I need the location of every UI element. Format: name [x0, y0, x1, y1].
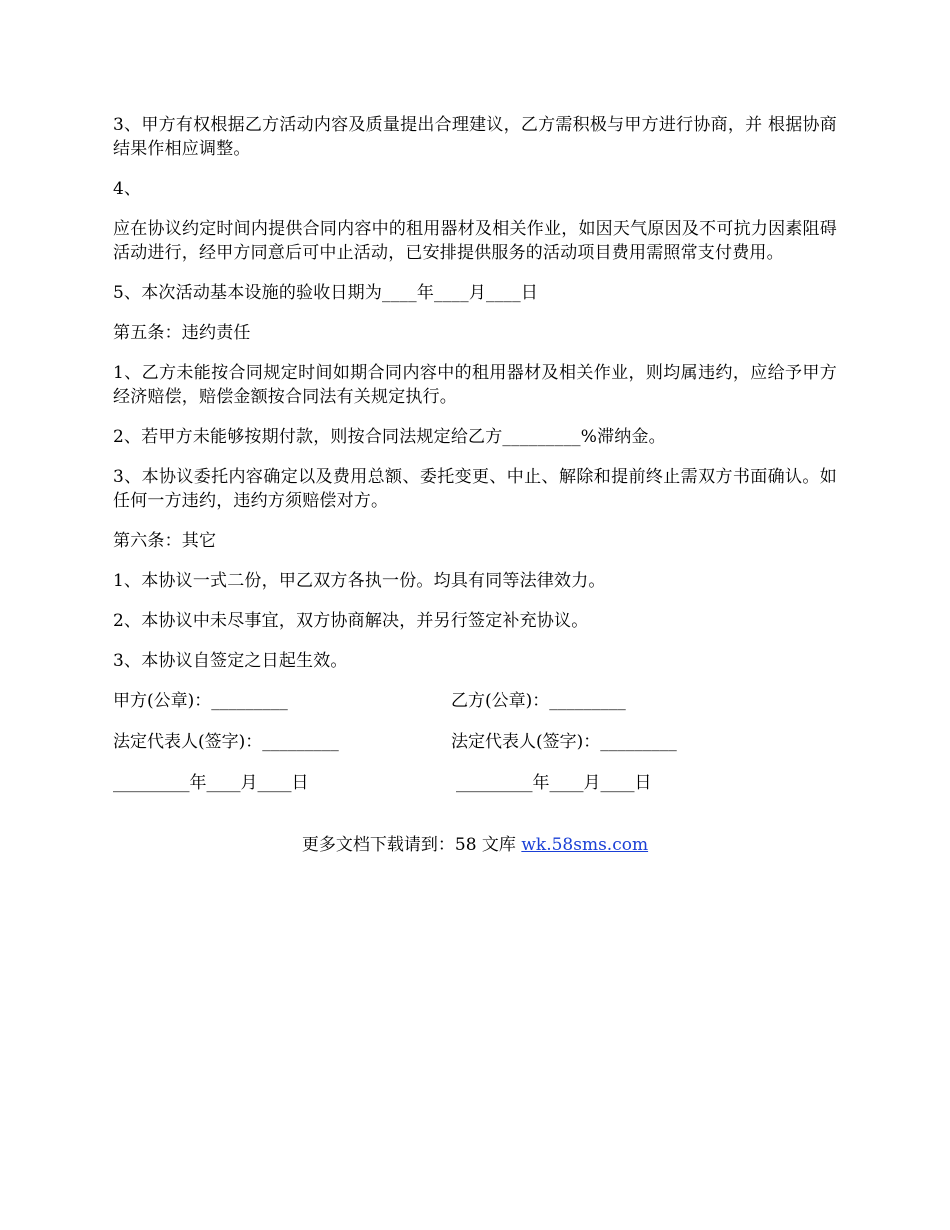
document-page [113, 113, 837, 812]
download-footer [0, 833, 950, 857]
breach-clause-2: 2、若甲方未能够按期付款，则按合同法规定给乙方_________%滞纳金。 [113, 427, 666, 447]
breach-clause-1: 1、乙方未能按合同规定时间如期合同内容中的租用器材及相关作业，则均属违约，应给予甲方经济赔偿，赔偿金额按合同法有关规定执行。 [113, 363, 837, 407]
signature-rep-row [113, 730, 837, 754]
signature-date-row [113, 771, 837, 795]
section-heading-breach: 第五条：违约责任 [113, 323, 251, 343]
other-clause-3: 3、本协议自签定之日起生效。 [113, 651, 348, 671]
clause-5-3: 3、甲方有权根据乙方活动内容及质量提出合理建议，乙方需积极与甲方进行协商，并 根据协商结果作相应调整。 [113, 115, 837, 159]
party-b-seal: 乙方(公章)：_________ [451, 691, 626, 711]
other-clause-2: 2、本协议中未尽事宜，双方协商解决，并另行签定补充协议。 [113, 611, 589, 631]
breach-clause-3: 3、本协议委托内容确定以及费用总额、委托变更、中止、解除和提前终止需双方书面确认。如任何一方违约，违约方须赔偿对方。 [113, 467, 837, 511]
footer-link[interactable]: wk.58sms.com [521, 835, 649, 855]
party-a-representative: 法定代表人(签字)：_________ [113, 732, 339, 752]
clause-5-4-number: 4、 [113, 179, 142, 199]
party-b-representative: 法定代表人(签字)：_________ [451, 732, 677, 752]
footer-prefix: 更多文档下载请到：58 文库 [301, 835, 522, 855]
section-heading-other: 第六条：其它 [113, 531, 217, 551]
other-clause-1: 1、本协议一式二份，甲乙双方各执一份。均具有同等法律效力。 [113, 571, 606, 591]
signature-seal-row [113, 689, 837, 713]
party-b-date: _________年____月____日 [456, 773, 652, 793]
clause-5-5: 5、本次活动基本设施的验收日期为____年____月____日 [113, 283, 539, 303]
party-a-seal: 甲方(公章)：_________ [113, 691, 288, 711]
clause-5-4-body: 应在协议约定时间内提供合同内容中的租用器材及相关作业，如因天气原因及不可抗力因素阻碍活动进行，经甲方同意后可中止活动，已安排提供服务的活动项目费用需照常支付费用。 [113, 219, 837, 263]
party-a-date: _________年____月____日 [113, 773, 309, 793]
